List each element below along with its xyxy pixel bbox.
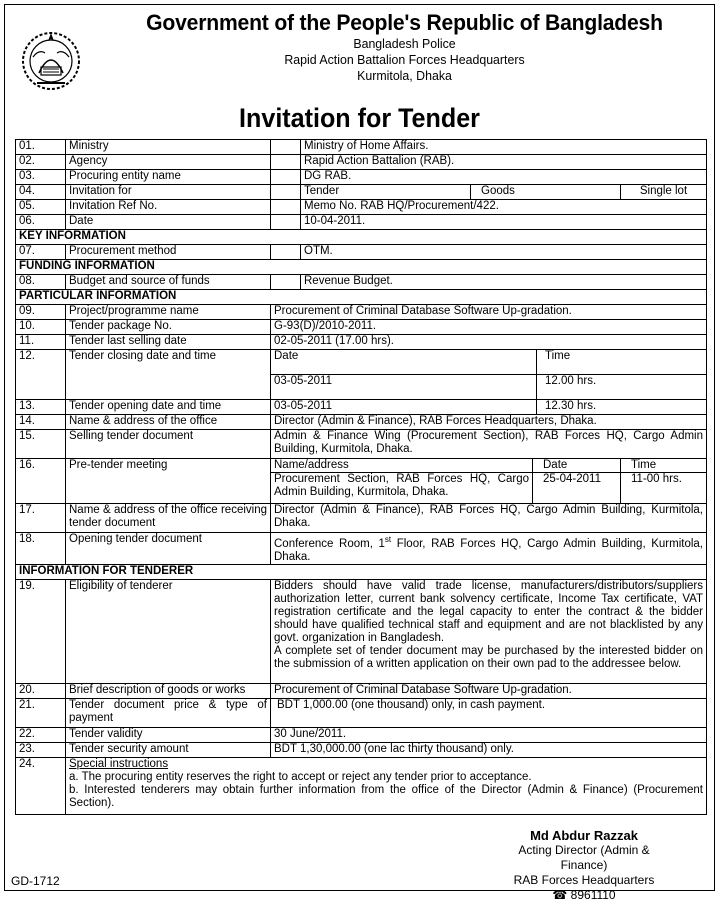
page-title: Invitation for Tender [239,103,480,133]
headquarters: Rapid Action Battalion Forces Headquarters [284,52,525,67]
table-row: 04. Invitation for Tender Goods Single lot [16,185,707,200]
table-row: 16. Pre-tender meeting Name/address Procurement Section, RAB Forces HQ, Cargo Admin Building, Kurmitola, Dhaka. Date 25-04-2011 Time 11-00 hrs. [16,459,707,504]
table-row: 02. Agency Rapid Action Battalion (RAB). [16,155,707,170]
table-row: 09. Project/programme name Procurement of Criminal Database Software Up-gradation. [16,305,707,320]
table-row: 12. Tender closing date and time Date 03-05-2011 Time 12.00 hrs. [16,350,707,400]
telephone-icon: ☎ [552,888,568,902]
department: Bangladesh Police [353,36,456,51]
section-heading: INFORMATION FOR TENDERER [16,564,707,579]
phone-number: 8961110 [570,888,616,902]
table-row: 24. Special instructions a. The procuring entity reserves the right to accept or reject any tender prior to acceptance. b. Interested tenderers may obtain further information from the office of the Director (Admin & Finance) (Procurement Section). [16,757,707,814]
table-row: 17. Name & address of the office receiving tender document Director (Admin & Finance), RAB Forces HQ, Cargo Admin Building, Kurmitola, Dhaka. [16,504,707,533]
table-row: 22. Tender validity 30 June/2011. [16,727,707,742]
table-row: 06. Date 10-04-2011. [16,215,707,230]
tender-table [15,139,707,815]
table-row: 03. Procuring entity name DG RAB. [16,170,707,185]
table-row: 08. Budget and source of funds Revenue Budget. [16,275,707,290]
letterhead [95,9,714,84]
government-name: Government of the People's Republic of Bangladesh [146,10,663,35]
table-row: 23. Tender security amount BDT 1,30,000.00 (one lac thirty thousand) only. [16,742,707,757]
publication-code: GD-1712 [11,874,60,888]
table-row: 11. Tender last selling date 02-05-2011 (17.00 hrs). [16,335,707,350]
signatory-name: Md Abdur Razzak [530,828,638,843]
table-row: 21. Tender document price & type of payment BDT 1,000.00 (one thousand) only, in cash payment. [16,698,707,727]
table-row: 19. Eligibility of tenderer Bidders should have valid trade license, manufacturers/distributors/suppliers authorization letter, current bank solvency certificate, Income Tax certificate, VAT registration certificate and the legal capacity to enter the contract & the bidder should have qualified technical staff and equipment and are not blacklisted by any govt. organization in Bangladesh. A complete set of tender document may be purchased by the interested bidder on the submission of a written application on their own pad to the addressee below. [16,579,707,683]
table-row: 10. Tender package No. G-93(D)/2010-2011. [16,320,707,335]
tender-notice [4,4,715,902]
signatory-office: RAB Forces Headquarters [513,873,655,887]
phone-line [494,888,674,903]
section-heading: KEY INFORMATION [16,230,707,245]
table-row: 07. Procurement method OTM. [16,245,707,260]
table-row: 05. Invitation Ref No. Memo No. RAB HQ/Procurement/422. [16,200,707,215]
table-row: 15. Selling tender document Admin & Finance Wing (Procurement Section), RAB Forces HQ, Cargo Admin Building, Kurmitola, Dhaka. [16,430,707,459]
table-row: 20. Brief description of goods or works Procurement of Criminal Database Software Up-gradation. [16,683,707,698]
signatory-title: Acting Director (Admin & Finance) [518,843,650,872]
location: Kurmitola, Dhaka [357,68,452,83]
table-row: 01. Ministry Ministry of Home Affairs. [16,140,707,155]
section-heading: FUNDING INFORMATION [16,260,707,275]
table-row: 13. Tender opening date and time 03-05-2011 12.30 hrs. [16,400,707,415]
signature-block [494,828,674,903]
table-row: 14. Name & address of the office Director (Admin & Finance), RAB Forces Headquarters, Dhaka. [16,415,707,430]
table-row: 18. Opening tender document Conference Room, 1st Floor, RAB Forces HQ, Cargo Admin Building, Kurmitola, Dhaka. [16,533,707,565]
section-heading: PARTICULAR INFORMATION [16,290,707,305]
bangladesh-police-emblem-icon [19,27,83,93]
